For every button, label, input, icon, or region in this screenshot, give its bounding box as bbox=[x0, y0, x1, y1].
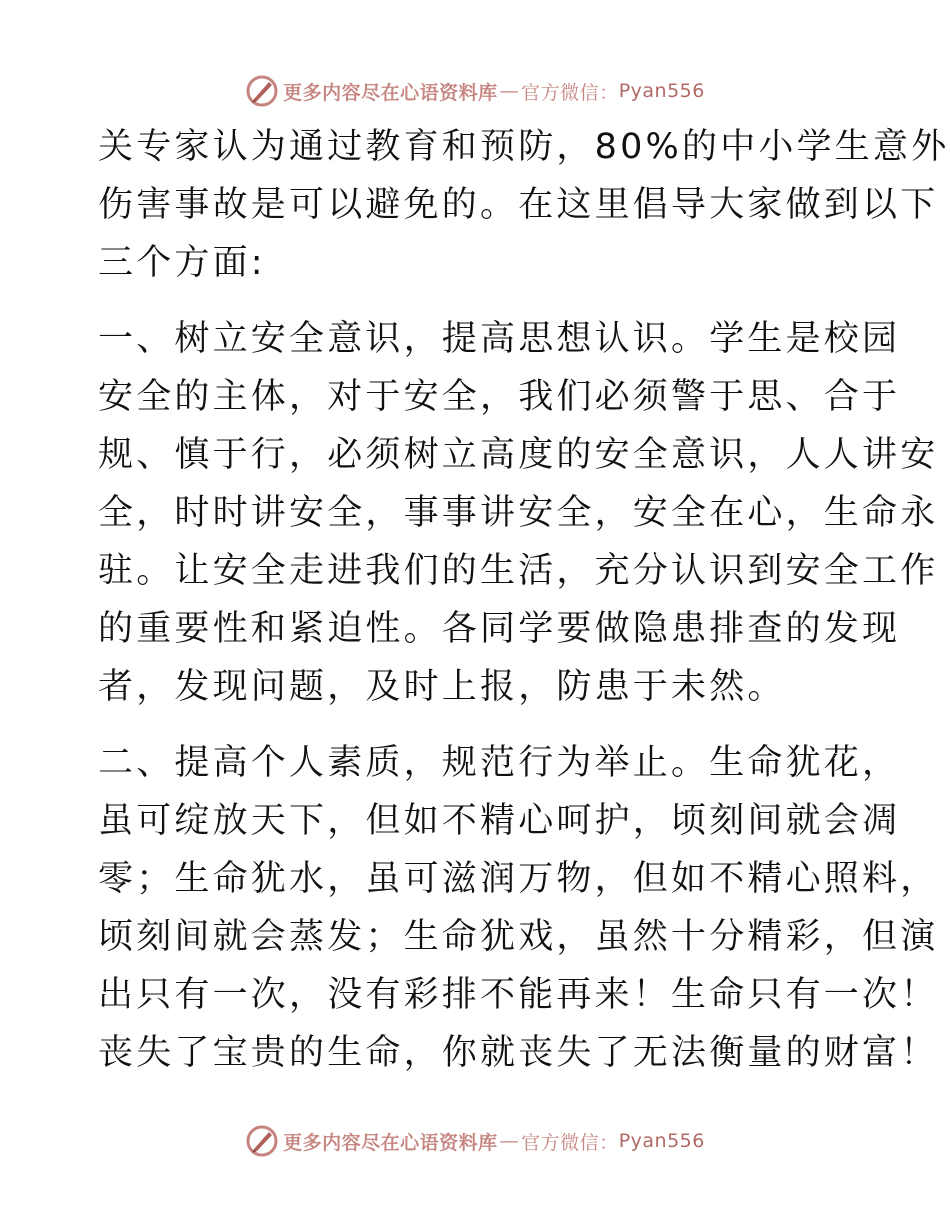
quill-seal-icon bbox=[245, 74, 279, 108]
footer-wechat-id: Pyan556 bbox=[618, 1130, 705, 1152]
text-line: 虽可绽放天下，但如不精心呵护，顷刻间就会凋 bbox=[98, 801, 901, 841]
header-wechat-id: Pyan556 bbox=[618, 80, 705, 102]
footer-separator: — bbox=[499, 1130, 520, 1152]
text-line: 的重要性和紧迫性。各同学要做隐患排查的发现 bbox=[98, 609, 901, 649]
text-line: 安全的主体，对于安全，我们必须警于思、合于 bbox=[98, 377, 901, 417]
text-line: 三个方面: bbox=[98, 243, 266, 283]
paragraph-personal-quality bbox=[98, 734, 939, 1082]
text-line: 顷刻间就会蒸发；生命犹戏，虽然十分精彩，但演 bbox=[98, 917, 939, 957]
footer-wechat-label: 官方微信： bbox=[521, 1131, 619, 1154]
header-banner bbox=[0, 71, 950, 111]
text-line: 规、慎于行，必须树立高度的安全意识，人人讲安 bbox=[98, 435, 939, 475]
text-line: 一、树立安全意识，提高思想认识。学生是校园 bbox=[98, 319, 901, 359]
paragraph-safety-awareness bbox=[98, 310, 939, 716]
footer-brand-text: 更多内容尽在心语资料库 bbox=[283, 1131, 498, 1154]
text-line: 二、提高个人素质，规范行为举止。生命犹花， bbox=[98, 743, 901, 783]
header-wechat-label: 官方微信： bbox=[521, 81, 619, 104]
quill-seal-icon bbox=[245, 1124, 279, 1158]
document-body bbox=[98, 118, 950, 1082]
text-line: 全，时时讲安全，事事讲安全，安全在心，生命永 bbox=[98, 493, 939, 533]
text-line: 伤害事故是可以避免的。在这里倡导大家做到以下 bbox=[98, 185, 939, 225]
footer-banner bbox=[0, 1121, 950, 1161]
text-line: 出只有一次，没有彩排不能再来！生命只有一次！ bbox=[98, 975, 939, 1015]
text-line: 者，发现问题，及时上报，防患于未然。 bbox=[98, 667, 786, 707]
header-brand-text: 更多内容尽在心语资料库 bbox=[283, 81, 498, 104]
text-line: 关专家认为通过教育和预防，80%的中小学生意外 bbox=[98, 127, 950, 167]
paragraph-intro bbox=[98, 118, 950, 292]
header-separator: — bbox=[499, 80, 520, 102]
text-line: 零；生命犹水，虽可滋润万物，但如不精心照料， bbox=[98, 859, 939, 899]
text-line: 丧失了宝贵的生命，你就丧失了无法衡量的财富！ bbox=[98, 1033, 939, 1073]
text-line: 驻。让安全走进我们的生活，充分认识到安全工作 bbox=[98, 551, 939, 591]
